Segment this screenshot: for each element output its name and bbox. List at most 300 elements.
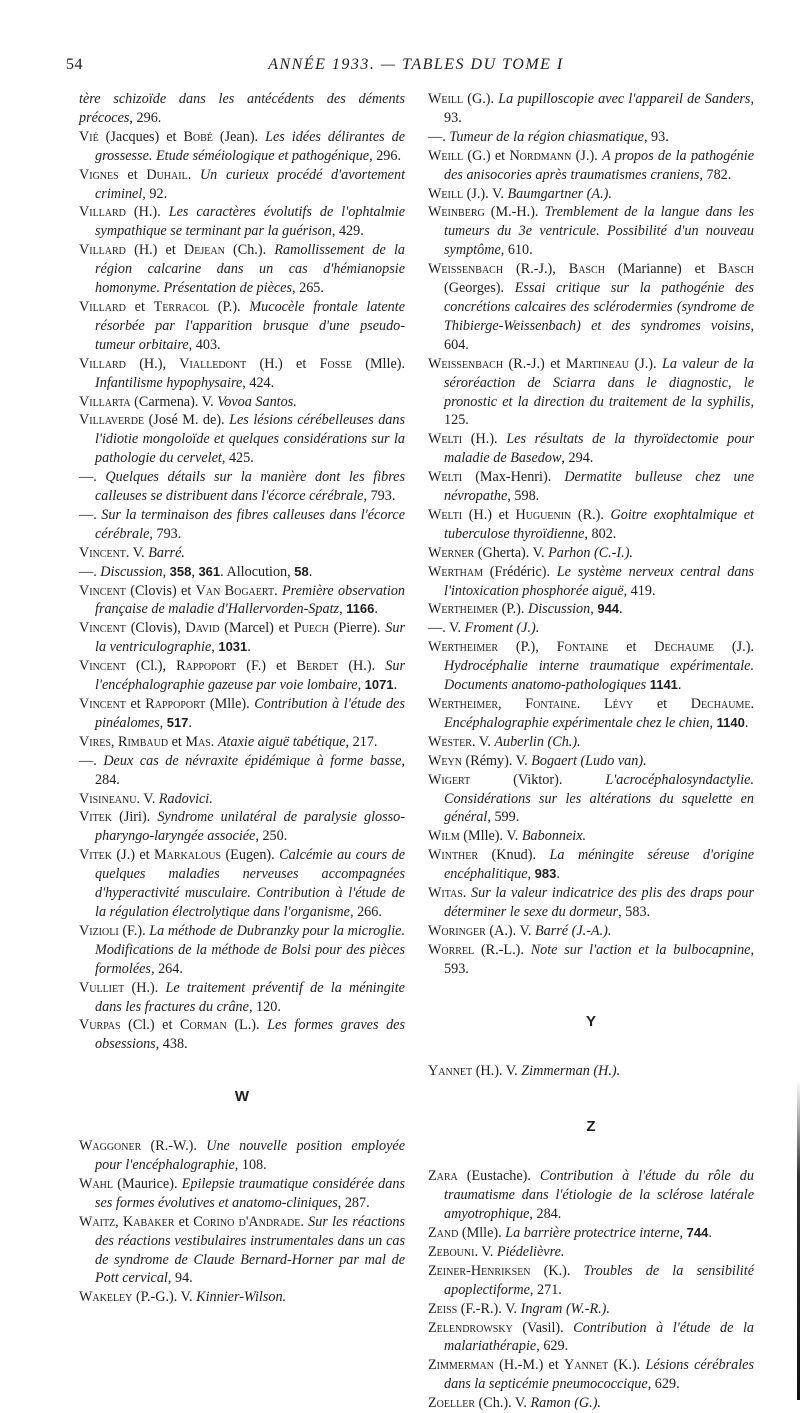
entry-text: , 271. [529, 1281, 562, 1298]
entry-text: , 125. [444, 393, 754, 429]
entry-text: (F.-R.). V. [457, 1300, 521, 1317]
index-entry [79, 166, 405, 204]
entry-text: (Carmena). V. [130, 393, 218, 410]
author-name: Kabaker [123, 1213, 175, 1230]
entry-text: . Allocution, [220, 563, 295, 580]
author-name: Dechaume [654, 639, 715, 656]
author-name: Rappoport [176, 658, 237, 675]
entry-text: , 424. [242, 374, 275, 391]
work-title: Le système nerveux central dans l'intoxication phosphorée aiguë [444, 563, 755, 599]
index-entry [79, 355, 405, 393]
entry-text: et [118, 166, 147, 183]
entry-text: (M.-H.). [484, 204, 545, 221]
work-title: Essai critique sur la pathogénie des concrétions calcaires des sclérodermies (syndrome de Thibierge-Weissenbach) et des syndromes voisins [444, 280, 755, 334]
entry-text: , 296. [369, 147, 402, 164]
index-entry [79, 1137, 405, 1175]
entry-text: (Georges). [444, 280, 515, 297]
entry-text: , 287. [337, 1194, 370, 1211]
entry-text: . [187, 166, 200, 183]
entry-text: (H.). [338, 658, 386, 675]
author-name: Fontaine [556, 639, 609, 656]
author-name: Corman [180, 1017, 227, 1034]
index-entry [428, 846, 754, 884]
entry-text: (Cl.), [125, 658, 177, 675]
entry-text: , 793. [363, 488, 396, 505]
author-name: Woringer [428, 922, 486, 939]
index-entry [428, 695, 754, 733]
index-entry [79, 979, 405, 1017]
entry-text: (Clovis), [125, 620, 186, 637]
section-letter-y: Y [585, 1012, 596, 1030]
entry-text: , [590, 601, 598, 618]
author-name: Martineau [565, 355, 630, 372]
work-title: Un curieux procédé d'avortement criminel [95, 166, 406, 202]
work-title: Les formes graves des obsessions [95, 1017, 405, 1053]
page-ref: 744 [686, 1225, 709, 1241]
author-name: Villaverde [79, 412, 145, 429]
index-entry [79, 506, 405, 544]
work-title: La barrière protectrice interne [505, 1225, 680, 1242]
work-title: Tremblement de la langue dans les tumeurs du 3e ventricule. Possibilité d'un nouveau symptôme [444, 204, 754, 259]
author-name: Witas [428, 885, 463, 902]
work-title: Ataxie aiguë tabétique [217, 733, 346, 750]
author-name: Van Bogaert [195, 582, 275, 599]
entry-text: , [498, 696, 526, 712]
entry-text: , [357, 677, 365, 694]
entry-text: , 793. [149, 525, 182, 542]
author-name: Basch [568, 261, 605, 278]
author-name: Vialledont [179, 355, 247, 372]
index-entry [79, 790, 405, 809]
author-name: Villard [79, 204, 126, 221]
entry-text: (Vasil). [512, 1319, 574, 1336]
entry-text: (Ch.). V. [475, 1395, 531, 1412]
index-entry [79, 808, 405, 846]
entry-text: , 296. [129, 109, 162, 126]
entry-text: . [750, 696, 755, 712]
entry-text: (A.). V. [485, 922, 535, 939]
entry-text: , 294. [561, 450, 594, 467]
entry-text: , 93. [643, 128, 669, 145]
index-entry [79, 128, 405, 166]
author-name: Weill [428, 185, 464, 202]
author-name: Vié [79, 128, 99, 145]
entry-text: , 266. [349, 903, 382, 920]
entry-text: (Gherta). V. [474, 544, 549, 561]
author-name: Vitek [79, 809, 113, 826]
index-entry [428, 771, 754, 828]
work-title: Babonneix. [521, 828, 587, 845]
index-entry [428, 884, 754, 922]
author-name: Basch [717, 261, 754, 278]
author-name: Vincent [79, 620, 126, 637]
author-name: Wakeley [79, 1289, 133, 1306]
author-name: Wahl [79, 1175, 113, 1192]
author-name: Terracol [153, 298, 209, 315]
entry-text: , 629. [536, 1338, 569, 1355]
index-entry [428, 563, 754, 601]
work-title: Sur l'encéphalographie gazeuse par voie lombaire [95, 658, 405, 694]
entry-text: (J.). [714, 639, 754, 656]
entry-text: , 284. [95, 752, 405, 788]
index-entry [428, 90, 754, 128]
entry-text: (Mlle). [351, 355, 406, 372]
author-name: Wertheimer [428, 639, 499, 656]
page-ref: 944 [597, 601, 620, 617]
index-entry [428, 1062, 754, 1081]
work-title: Contribution à l'étude de la malariathérapie [444, 1319, 754, 1355]
entry-text: , 264. [150, 960, 183, 977]
author-name: Welti [428, 506, 463, 523]
entry-text: (H.). [462, 431, 507, 448]
entry-text: (L.). [226, 1017, 268, 1034]
entry-text: , [162, 563, 170, 580]
author-name: Winther [428, 847, 479, 864]
author-name: Weyn [428, 752, 462, 769]
work-title: La méthode de Dubranzky pour la microglie. Modifications de la méthode de Bolsi pour des pièces formolées [95, 922, 406, 977]
index-entry [79, 922, 405, 979]
entry-text: , [679, 1225, 687, 1242]
entry-text: . [576, 696, 604, 712]
index-entry [428, 1167, 754, 1224]
entry-text: et [174, 1213, 194, 1230]
author-name: Mas [185, 733, 211, 750]
author-name: Weill [428, 91, 464, 107]
author-name: Zara [428, 1168, 458, 1185]
work-title: Parhon (C.-I.). [548, 544, 633, 561]
page-ref: 361 [198, 563, 221, 579]
entry-text: (Clovis) et [125, 582, 196, 599]
entry-text: (Ch.). [224, 242, 275, 259]
left-column [79, 90, 405, 1307]
entry-text: (Jacques) et [98, 128, 184, 145]
entry-text: , 429. [331, 223, 364, 240]
section-letter-z: Z [586, 1118, 596, 1136]
work-title: Bogaert (Ludo van). [531, 752, 647, 769]
author-name: Zoeller [428, 1395, 475, 1412]
work-title: Les lésions cérébelleuses dans l'idiotie mongoloïde et quelques considérations sur la pathologie du cervelet [95, 412, 405, 467]
work-title: Sur la ventriculographie [95, 620, 405, 656]
entry-text: (Knud). [478, 847, 550, 864]
section-letter-w: W [234, 1088, 250, 1106]
index-entry [428, 185, 754, 204]
entry-text: . [274, 582, 282, 599]
work-title: Discussion [100, 563, 163, 580]
author-name: Villard [79, 298, 126, 315]
author-name: Wilm [428, 828, 460, 845]
entry-text: (P.). [209, 298, 250, 315]
author-name: Waggoner [79, 1138, 142, 1155]
work-title: Lésions cérébrales dans la septicémie pneumococcique [444, 1357, 754, 1393]
index-entry [79, 582, 405, 620]
work-title: Infantilisme hypophysaire [95, 374, 243, 391]
entry-text: —. [79, 469, 106, 486]
index-entry [79, 468, 405, 506]
entry-text: . [462, 885, 471, 902]
author-name: Wester [428, 733, 472, 750]
work-title: Vovoa Santos. [217, 393, 297, 410]
author-name: Zelendrowsky [428, 1319, 513, 1336]
work-title: Goitre exophtalmique et tuberculose thyroïdienne [444, 506, 755, 542]
author-name: Wertheimer [428, 696, 499, 712]
entry-text: , 598. [507, 488, 540, 505]
entry-text: . [744, 714, 749, 731]
entry-text: , [339, 601, 347, 618]
entry-text: (F.) et [236, 658, 297, 675]
entry-text: , [159, 714, 167, 731]
index-entry [428, 544, 754, 563]
page-ref: 1071 [364, 677, 394, 693]
work-title: Barré (J.-A.). [534, 922, 612, 939]
entry-text: . [677, 677, 682, 694]
index-entry [79, 846, 405, 922]
index-entry [79, 619, 405, 657]
page-ref: 517 [166, 714, 189, 730]
author-name: Vincent [79, 658, 126, 675]
index-entry [428, 752, 754, 771]
entry-text: . V. [474, 1243, 497, 1260]
entry-text: . V. [471, 733, 495, 750]
index-entry [79, 733, 405, 752]
author-name: Yannet [564, 1357, 609, 1374]
author-name: Vulliet [79, 979, 125, 996]
entry-text: (Eugen). [221, 847, 280, 864]
work-title: Note sur l'action et la bulbocapnine [530, 941, 751, 958]
author-name: Fosse [319, 355, 352, 372]
index-entry [79, 1016, 405, 1054]
page-number: 54 [66, 56, 83, 73]
entry-text: , 419. [623, 582, 656, 599]
work-title: Zimmerman (H.). [521, 1062, 621, 1079]
author-name: Weissenbach [428, 261, 504, 278]
page-ref: 58 [294, 563, 309, 579]
author-name: Vizioli [79, 922, 119, 939]
work-title: Froment (J.). [464, 620, 540, 637]
work-title: Sur la terminaison des fibres calleuses dans l'écorce cérébrale [95, 506, 405, 542]
entry-text: . [556, 866, 560, 883]
entry-text: , 250. [255, 828, 288, 845]
entry-text: —. [79, 563, 101, 580]
entry-text: (Marianne) et [604, 261, 718, 278]
index-entry [79, 1288, 405, 1307]
page-header [66, 56, 766, 78]
index-entry [79, 241, 405, 298]
entry-text: (H.) et [246, 355, 320, 372]
entry-text: (G.). [463, 91, 499, 107]
index-entry [428, 430, 754, 468]
entry-text: (H.), [125, 355, 180, 372]
entry-text: , [709, 714, 717, 731]
index-entry [79, 411, 405, 468]
entry-text: (Frédéric). [483, 563, 557, 580]
index-entry [428, 1224, 754, 1243]
entry-text: (J.). V. [463, 185, 508, 202]
entry-text: (P.), [498, 639, 557, 656]
index-entry [428, 355, 754, 431]
index-entry [428, 619, 754, 638]
entry-text: , 802. [584, 525, 617, 542]
entry-text: , 438. [155, 1036, 188, 1053]
author-name: Wertheimer [428, 601, 499, 618]
author-name: Vitek [79, 847, 113, 864]
author-name: Markalous [153, 847, 222, 864]
index-entry [79, 657, 405, 695]
author-name: Bobé [183, 128, 213, 145]
index-entry [428, 128, 754, 147]
author-name: Zeiner-Henriksen [428, 1262, 531, 1279]
work-title: Auberlin (Ch.). [494, 733, 581, 750]
entry-text: . [374, 601, 378, 618]
author-name: Villard [79, 242, 126, 259]
author-name: Weissenbach [428, 355, 504, 372]
right-column [428, 90, 754, 1413]
author-name: Rimbaud [118, 733, 169, 750]
entry-text: , 108. [234, 1157, 267, 1174]
entry-text: , 593. [444, 941, 755, 977]
author-name: Vignes [79, 166, 119, 183]
author-name: Villarta [79, 393, 131, 410]
author-name: Wertham [428, 563, 484, 580]
entry-text: (H.) et [462, 506, 516, 523]
index-entry [79, 1175, 405, 1213]
entry-text: (Marcel) et [219, 620, 294, 637]
author-name: Welti [428, 469, 463, 486]
author-name: Dejean [184, 242, 225, 259]
author-name: Worrel [428, 941, 475, 958]
work-title: Ramollissement de la région calcarine dans un cas d'hémianopsie homonyme. Présentation de pièces [95, 242, 405, 297]
work-title: Les idées délirantes de grossesse. Etude séméiologique et pathogénique [95, 128, 406, 164]
author-name: Vurpas [79, 1017, 121, 1034]
index-entry [428, 1394, 754, 1413]
author-name: Fontaine [525, 696, 577, 712]
work-title: Discussion [527, 601, 591, 618]
entry-text: , 782. [699, 166, 732, 183]
index-entry [428, 638, 754, 695]
work-title: Mucocèle frontale latente résorbée par l'apparition brusque d'une pseudo-tumeur orbitaire [95, 298, 405, 353]
author-name: Weinberg [428, 204, 485, 221]
author-name: Rappoport [145, 696, 206, 712]
entry-text: (Jiri). [112, 809, 158, 826]
entry-text: (P.). [498, 601, 528, 618]
work-title: Barré. [148, 544, 185, 561]
entry-text: (J.). [629, 355, 662, 372]
entry-text: , 425. [221, 450, 254, 467]
author-name: Vincent [79, 696, 126, 712]
index-entry [428, 941, 754, 979]
index-entry [428, 1300, 754, 1319]
author-name: Puech [293, 620, 329, 637]
author-name: David [185, 620, 220, 637]
entry-text: (Cl.) et [120, 1017, 181, 1034]
index-entry [428, 260, 754, 355]
running-title: ANNÉE 1933. — TABLES DU TOME I [268, 56, 564, 73]
work-title: Encéphalographie expérimentale chez le chien [444, 714, 710, 731]
work-title: Première observation française de maladie d'Hallervorden-Spatz [95, 582, 406, 618]
work-title: Piédelièvre. [496, 1243, 565, 1260]
entry-text: (Max-Henri). [462, 469, 565, 486]
index-entry [428, 922, 754, 941]
entry-text: , [110, 733, 119, 750]
entry-text: . [308, 563, 313, 580]
entry-text: , [211, 639, 219, 656]
page-ref: 983 [534, 866, 557, 882]
index-entry [428, 1262, 754, 1300]
entry-text: (R.-J.) et [503, 355, 566, 372]
entry-text: (H.). V. [472, 1062, 522, 1079]
entry-text: , 265. [292, 280, 324, 297]
entry-text: (Mlle). V. [459, 828, 522, 845]
index-entry [79, 393, 405, 412]
work-title: Le traitement préventif de la méningite dans les fractures du crâne [95, 979, 405, 1015]
entry-text: (Mlle). [205, 696, 255, 712]
index-entry [428, 1356, 754, 1394]
page-ref: 1166 [346, 601, 375, 617]
entry-text: (R.-L.). [474, 941, 531, 958]
index-entry [79, 752, 405, 790]
index-entry [79, 1213, 405, 1289]
entry-text: , 610. [500, 242, 533, 259]
entry-text: (K.). [530, 1262, 584, 1279]
work-title: Ramon (G.). [530, 1395, 601, 1412]
entry-text: (R.). [571, 506, 611, 523]
entry-text: et [608, 639, 655, 656]
entry-text: et [633, 696, 691, 712]
index-entry [428, 506, 754, 544]
entry-text: . V. [136, 790, 159, 807]
entry-text: , 92. [142, 185, 168, 202]
entry-text: —. V. [428, 620, 465, 637]
author-name: Zimmerman [428, 1357, 494, 1374]
index-entry [79, 298, 405, 355]
author-name: Villard [79, 355, 126, 372]
work-title: Sur les réactions des réactions vestibulaires instrumentales dans un cas de syndrome de Claude Bernard-Horner par mal de Pott cervical [95, 1213, 406, 1287]
index-entry [428, 733, 754, 752]
entry-text: et [125, 696, 146, 712]
entry-text: . [619, 601, 623, 618]
work-title: A propos de la pathogénie des anisocories après traumatismes craniens [444, 147, 754, 183]
work-title: Baumgartner (A.). [507, 185, 612, 202]
author-name: Berdet [296, 658, 339, 675]
author-name: Vincent [79, 544, 126, 561]
author-name: Corino d'Andrade [193, 1213, 301, 1230]
page-ref: 1031 [218, 639, 248, 655]
entry-text: (H.). [125, 204, 169, 221]
entry-text: . [300, 1213, 309, 1230]
work-title: Les résultats de la thyroïdectomie pour maladie de Basedow [444, 431, 754, 467]
entry-text: (Rémy). V. [461, 752, 532, 769]
work-title: tère schizoïde dans les antécédents des déments précoces [79, 91, 405, 126]
author-name: Nordmann [509, 147, 572, 164]
author-name: Vires [79, 733, 111, 750]
author-name: Zeiss [428, 1300, 458, 1317]
entry-text: , 604. [444, 317, 754, 353]
entry-text: . [247, 639, 251, 656]
author-name: Dechaume [690, 696, 751, 712]
entry-text: (K.). [608, 1357, 646, 1374]
index-entry [79, 563, 405, 582]
work-title: Sur la valeur indicatrice des plis des draps pour déterminer le sexe du dormeur [444, 885, 754, 920]
author-name: Duhail [146, 166, 188, 183]
entry-text: , 629. [647, 1376, 680, 1393]
author-name: Werner [428, 544, 475, 561]
entry-text: —. [428, 128, 450, 145]
page-ref: 1141 [649, 677, 678, 693]
entry-text: (F.). [118, 922, 150, 939]
entry-text: , [115, 1213, 124, 1230]
entry-text: , 284. [529, 1206, 562, 1223]
entry-text: , 120. [248, 998, 281, 1015]
index-entry [428, 600, 754, 619]
